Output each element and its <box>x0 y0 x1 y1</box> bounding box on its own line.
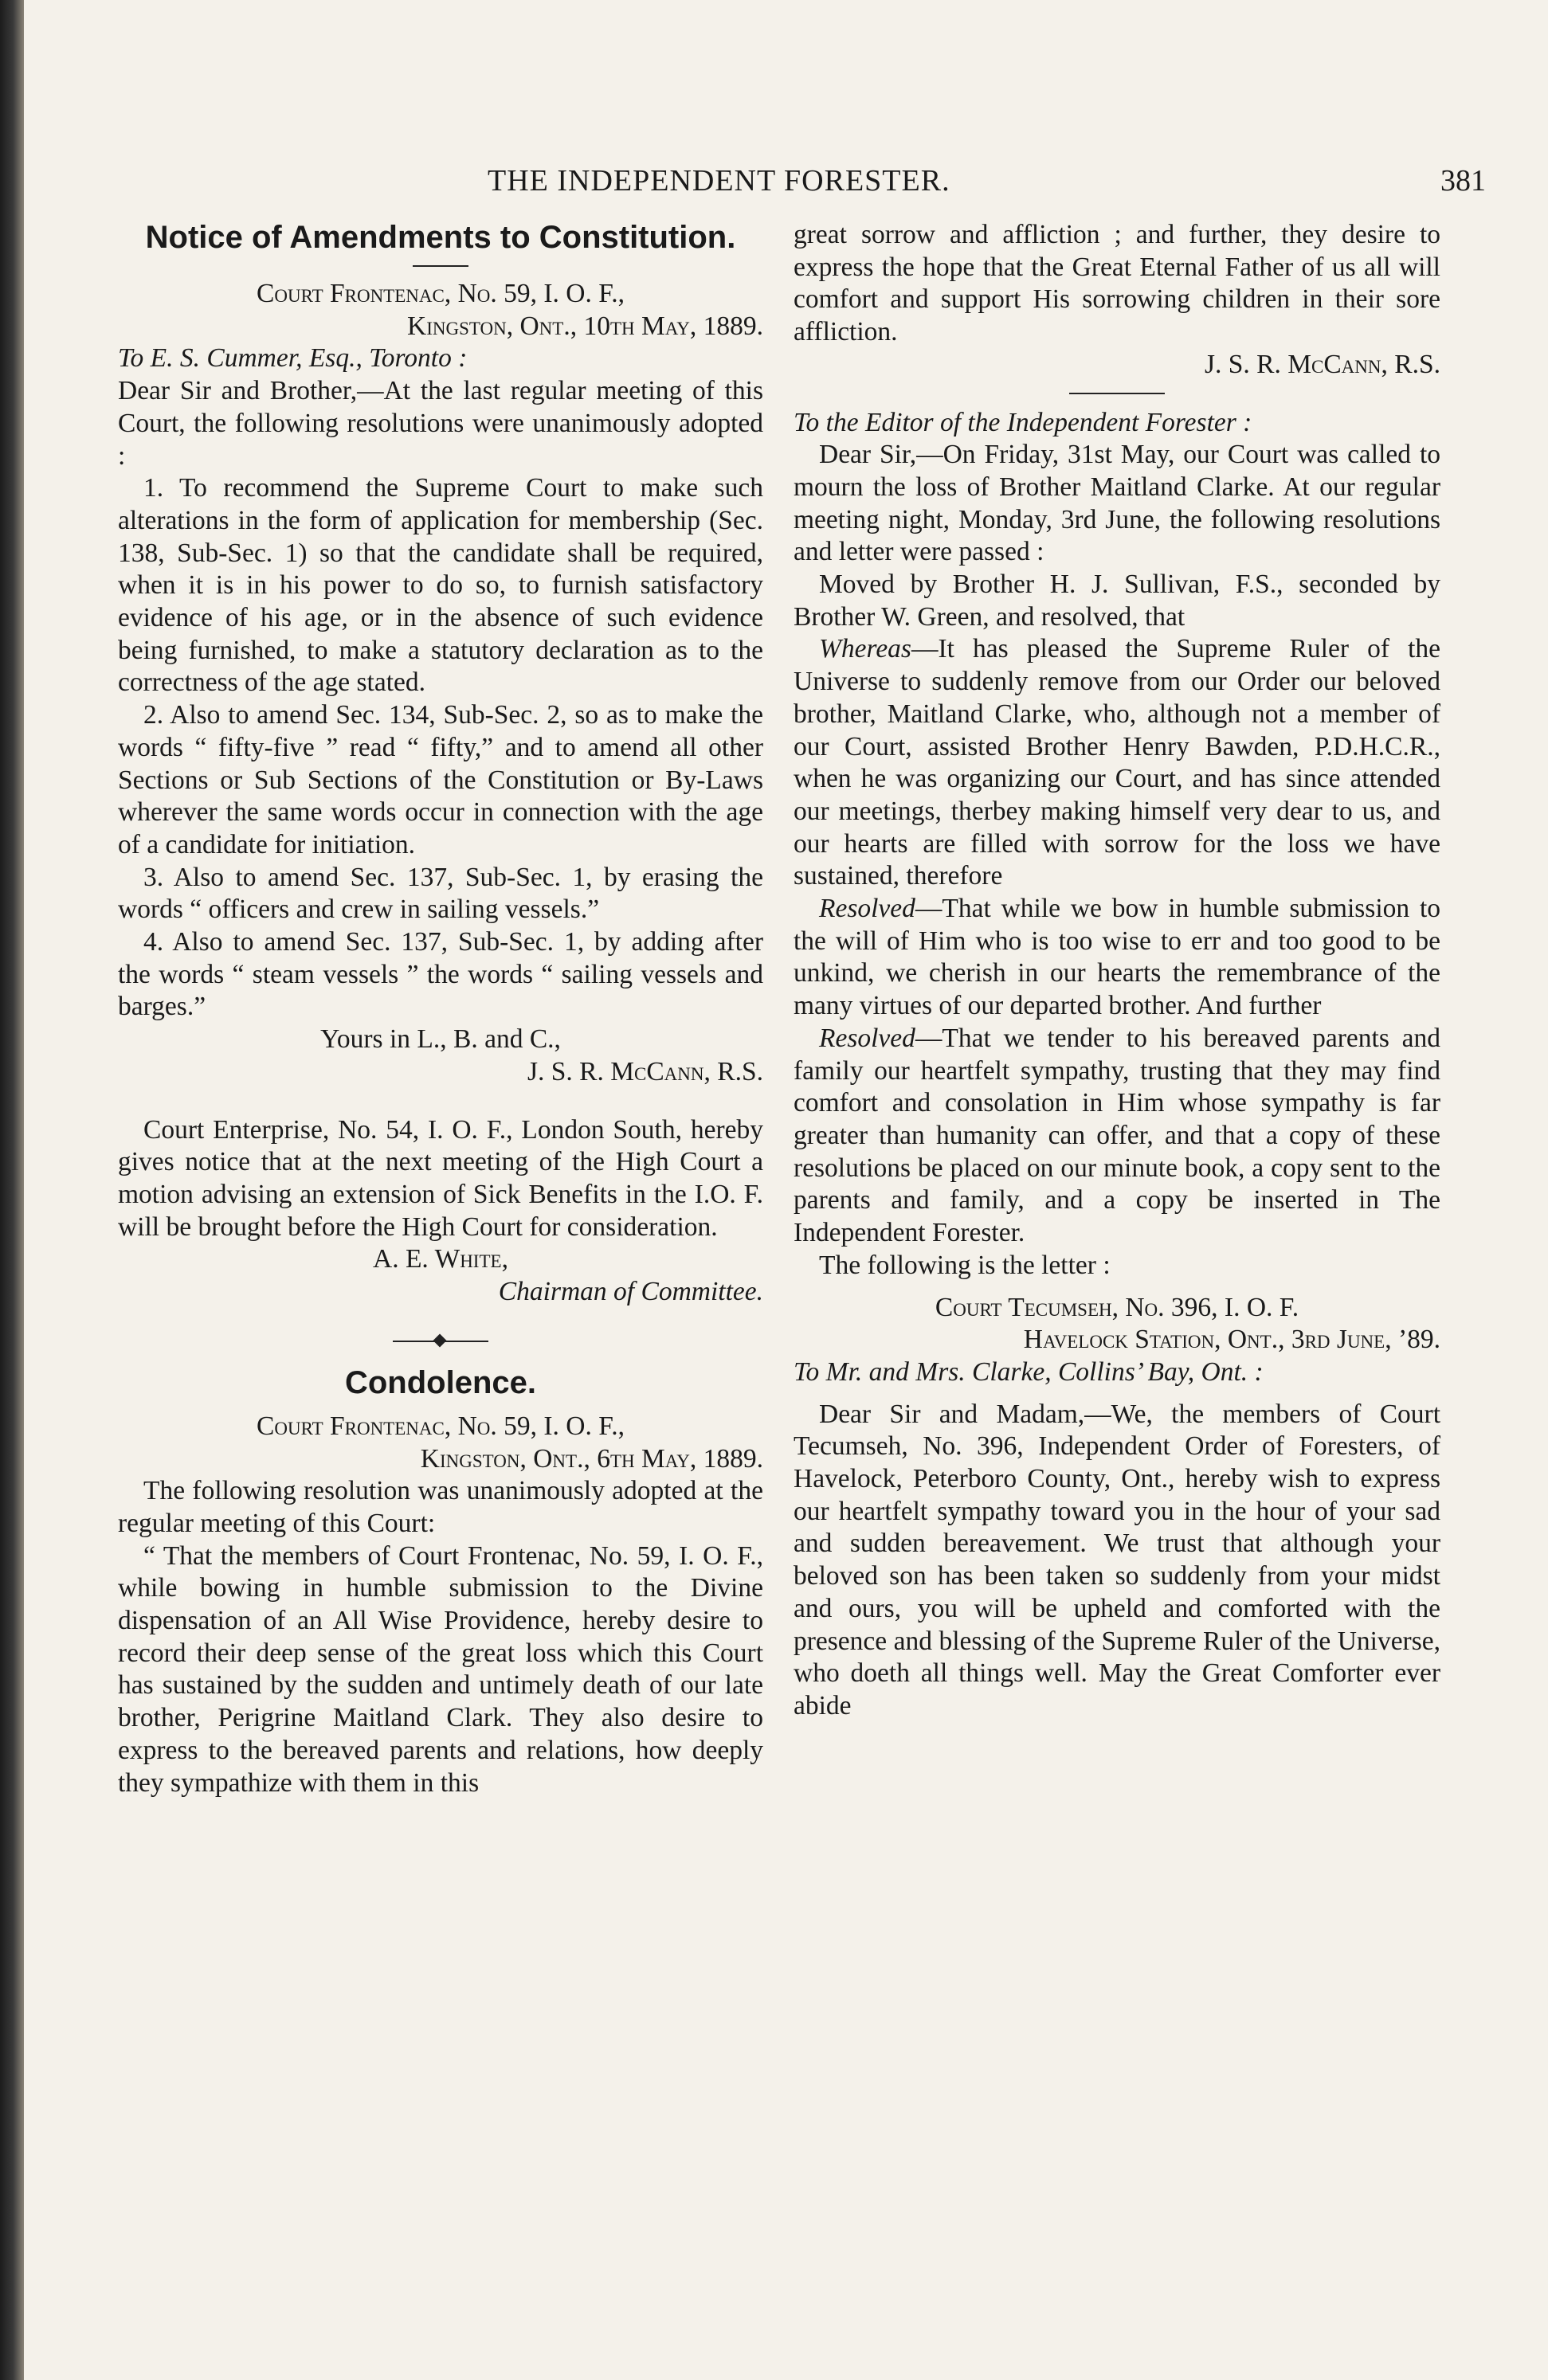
amendments-closing: Yours in L., B. and C., <box>320 1024 561 1055</box>
enterprise-notice: Court Enterprise, No. 54, I. O. F., London South, hereby gives notice that at the next meeting of the High Court a motion advising an extension of Sick Benefits in the I.O. F. will be brought before the High Court for consideration. <box>118 1114 763 1242</box>
amendment-item-4: 4. Also to amend Sec. 137, Sub-Sec. 1, by adding after the words “ steam vessels ” the words “ sailing vessels and barges.” <box>118 927 763 1022</box>
amendments-place-date: Kingston, Ont., 10th May, 1889. <box>407 311 763 341</box>
condolence-place-date: Kingston, Ont., 6th May, 1889. <box>420 1443 763 1474</box>
tecumseh-place-date: Havelock Station, Ont., 3rd June, ’89. <box>1023 1325 1440 1355</box>
resolved-paragraph-1 <box>794 893 1440 1023</box>
heading-rule <box>413 265 468 267</box>
enterprise-signature: A. E. White, <box>373 1244 508 1274</box>
condolence-intro: The following resolution was unanimously adopted at the regular meeting of this Court: <box>118 1476 763 1538</box>
resolved-label-2: Resolved <box>819 1023 915 1053</box>
amendment-item-2: 2. Also to amend Sec. 134, Sub-Sec. 2, so as to make the words “ fifty-five ” read “ fifty,” and to amend all other Sections or Sub Sections of the Constitution or By-Laws wherever the same words occur in connection with the age of a candidate for initiation. <box>118 700 763 859</box>
section-divider <box>393 1333 488 1350</box>
tecumseh-letter: Dear Sir and Madam,—We, the members of Court Tecumseh, No. 396, Independent Order of Foresters, of Havelock, Peterboro County, Ont., hereby wish to express our heartfelt sympathy toward you in the hour of your sad and sudden bereavement. We trust that although your beloved son has been taken so suddenly from your midst and ours, you will be upheld and comforted with the presence and blessing of the Supreme Ruler of the Universe, who doeth all things well. May the Great Comforter ever abide <box>794 1399 1440 1720</box>
resolved-text-2: —That we tender to his bereaved parents and family our heartfelt sympathy, trusting that they may find comfort and consolation in Him whose sympathy is far greater than humanity can offer, and that a copy of these resolutions be placed on our minute book, a copy sent to the parents and family, and a copy be inserted in The Independent Forester. <box>794 1023 1440 1248</box>
amendments-addressee: To E. S. Cummer, Esq., Toronto : <box>118 343 468 374</box>
condolence-heading: Condolence. <box>344 1364 537 1400</box>
right-column <box>794 219 1440 1723</box>
condolence-court-line: Court Frontenac, No. 59, I. O. F., <box>257 1411 625 1441</box>
amendments-court-line: Court Frontenac, No. 59, I. O. F., <box>257 279 625 308</box>
resolved-paragraph-2 <box>794 1023 1440 1250</box>
page-number: 381 <box>1440 164 1486 198</box>
letter-follows: The following is the letter : <box>819 1250 1111 1280</box>
tecumseh-addressee: To Mr. and Mrs. Clarke, Collins’ Bay, Ont. : <box>794 1356 1264 1387</box>
letter-divider <box>1069 393 1165 394</box>
amendment-item-3: 3. Also to amend Sec. 137, Sub-Sec. 1, by erasing the words “ officers and crew in sailing vessels.” <box>118 862 763 925</box>
left-column <box>118 219 763 1799</box>
journal-title: THE INDEPENDENT FORESTER. <box>488 164 950 198</box>
whereas-label: Whereas <box>819 634 911 664</box>
amendment-item-1: 1. To recommend the Supreme Court to make such alterations in the form of application for membership (Sec. 138, Sub-Sec. 1) so that the candidate shall be required, when it is in his power to do so, to furnish satisfactory evidence of his age, or in the absence of such evidence being furnished, to make a statutory declaration as to the correctness of the age stated. <box>118 473 763 698</box>
moved-line: Moved by Brother H. J. Sullivan, F.S., seconded by Brother W. Green, and resolved, that <box>794 570 1440 632</box>
continued-signature: J. S. R. McCann, R.S. <box>1204 349 1440 379</box>
letter-intro: Dear Sir,—On Friday, 31st May, our Court was called to mourn the loss of Brother Maitland Clarke. At our regular meeting night, Monday, 3rd June, the following resolutions and letter were passed : <box>794 440 1440 567</box>
amendments-intro: Dear Sir and Brother,—At the last regular meeting of this Court, the following resolutions were unanimously adopted : <box>118 376 763 471</box>
tecumseh-court-line: Court Tecumseh, No. 396, I. O. F. <box>935 1292 1299 1322</box>
enterprise-signature-title: Chairman of Committee. <box>498 1277 763 1307</box>
continued-resolution: great sorrow and affliction ; and further, they desire to express the hope that the Great Eternal Father of us all will comfort and support His sorrowing children in their sore affliction. <box>794 220 1440 347</box>
amendments-heading: Notice of Amendments to Constitution. <box>145 220 736 255</box>
resolved-text-1: —That while we bow in humble submission to the will of Him who is too wise to err and too good to be unkind, we cherish in our hearts the remembrance of the many virtues of our departed brother. And further <box>794 894 1440 1021</box>
whereas-paragraph <box>794 633 1440 893</box>
editor-addressee: To the Editor of the Independent Forester : <box>794 407 1252 437</box>
amendments-signature: J. S. R. McCann, R.S. <box>527 1056 763 1086</box>
page-binding-edge <box>0 0 24 2380</box>
running-header <box>0 163 1548 211</box>
whereas-text: —It has pleased the Supreme Ruler of the Universe to suddenly remove from our Order our beloved brother, Maitland Clarke, who, although not a member of our Court, assisted Brother Henry Bawden, P.D.H.C.R., when he was organizing our Court, and has since attended our meetings, therbey making himself very dear to us, and our hearts are filled with sorrow for the loss we have sustained, therefore <box>794 634 1440 891</box>
condolence-resolution: “ That the members of Court Frontenac, No. 59, I. O. F., while bowing in humble submission to the Divine dispensation of an All Wise Providence, hereby desire to record their deep sense of the great loss which this Court has sustained by the sudden and untimely death of our late brother, Perigrine Maitland Clark. They also desire to express to the bereaved parents and relations, how deeply they sympathize with them in this <box>118 1540 763 1798</box>
resolved-label-1: Resolved <box>819 894 915 924</box>
